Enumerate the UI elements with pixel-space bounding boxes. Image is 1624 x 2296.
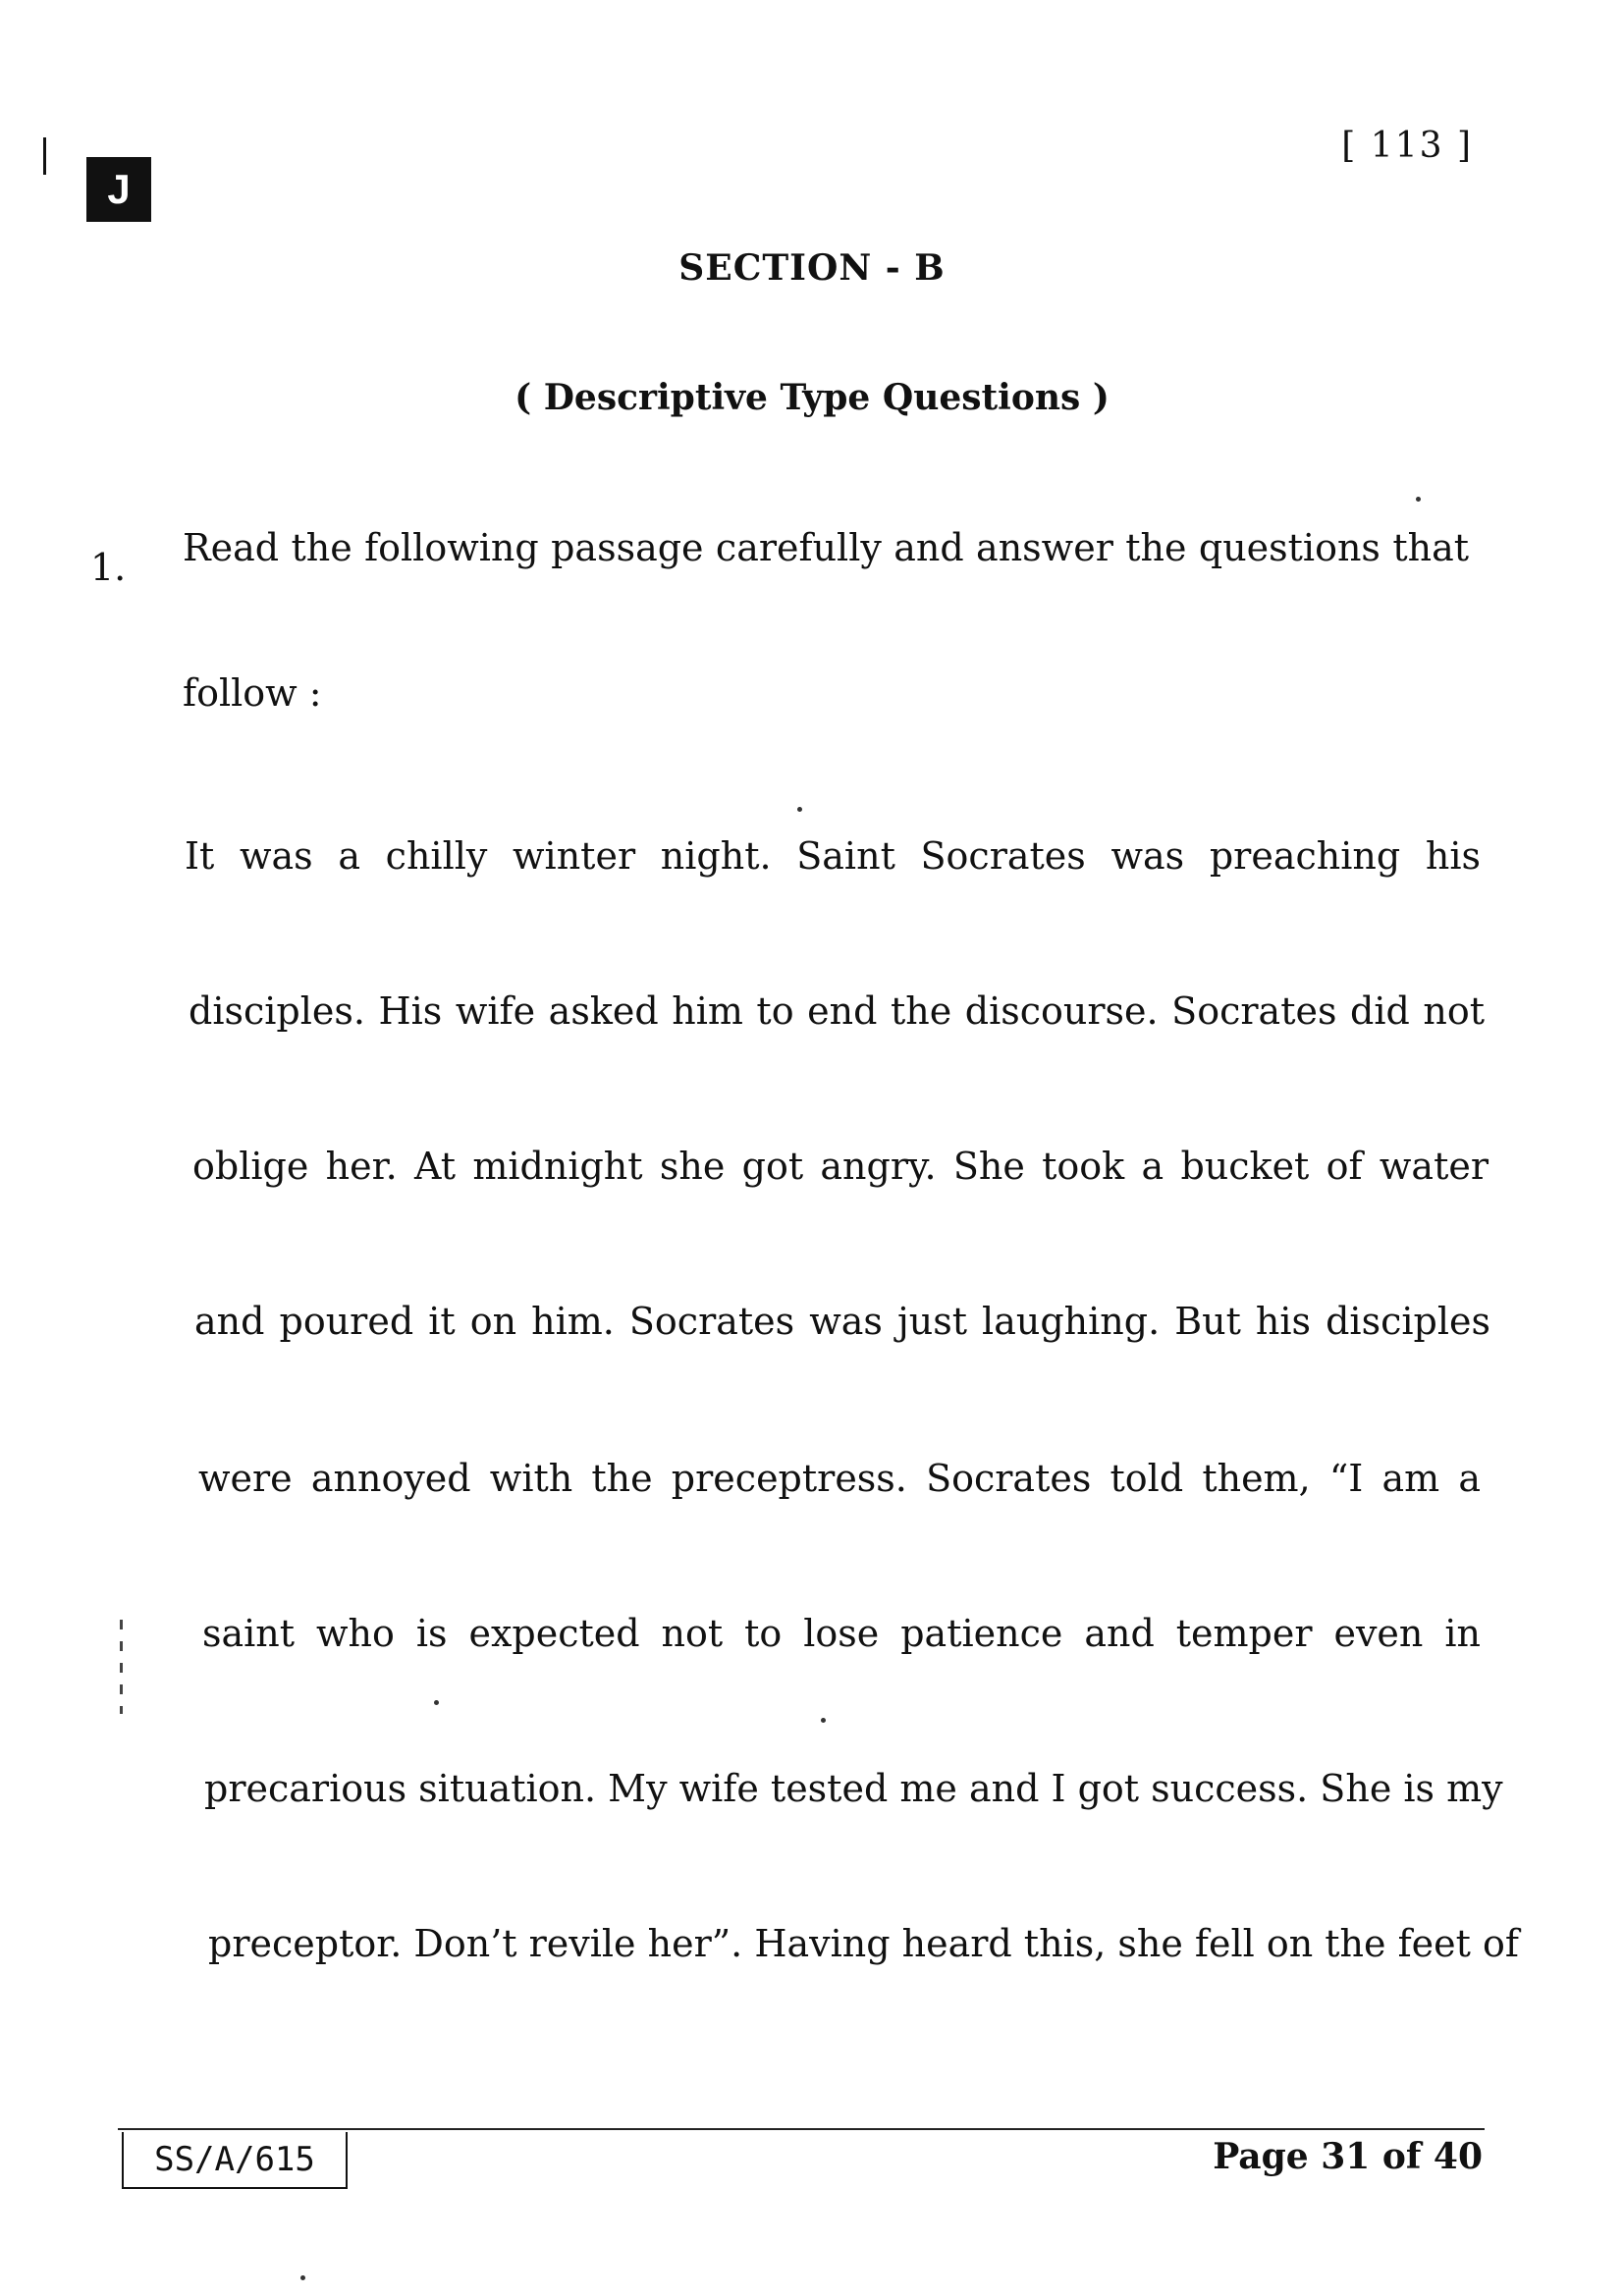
footer-page-count: Page 31 of 40 xyxy=(1213,2136,1483,2177)
scan-speck xyxy=(300,2275,305,2280)
version-badge: J xyxy=(86,157,151,222)
margin-marks xyxy=(120,1620,123,1714)
scan-speck xyxy=(821,1718,826,1723)
section-title: SECTION - B xyxy=(678,247,946,289)
passage-line: preceptor. Don’t revile her”. Having heard this, she fell on the feet of xyxy=(208,1922,1519,1965)
paper-code-box: SS/A/615 xyxy=(122,2132,348,2189)
scan-speck xyxy=(797,807,802,812)
passage-line: precarious situation. My wife tested me and I got success. She is my xyxy=(204,1767,1503,1810)
question-number: 1. xyxy=(90,546,127,589)
scan-speck xyxy=(1416,497,1421,502)
passage-line: were annoyed with the preceptress. Socrates told them, “I am a xyxy=(198,1457,1481,1500)
question-prompt-line-2: follow : xyxy=(183,671,322,715)
footer-rule xyxy=(118,2128,1485,2130)
question-prompt-line-1: Read the following passage carefully and answer the questions that xyxy=(183,526,1469,569)
margin-tick xyxy=(43,137,46,175)
section-subtitle: ( Descriptive Type Questions ) xyxy=(514,377,1110,418)
passage-line: oblige her. At midnight she got angry. She took a bucket of water xyxy=(192,1145,1489,1188)
passage-line: It was a chilly winter night. Saint Socrates was preaching his xyxy=(185,834,1481,878)
page-number: [ 113 ] xyxy=(1341,126,1473,166)
scan-speck xyxy=(434,1700,439,1705)
passage-line: and poured it on him. Socrates was just laughing. But his disciples xyxy=(194,1300,1490,1343)
passage-line: disciples. His wife asked him to end the discourse. Socrates did not xyxy=(189,989,1485,1033)
passage-line: saint who is expected not to lose patience and temper even in xyxy=(202,1612,1481,1655)
